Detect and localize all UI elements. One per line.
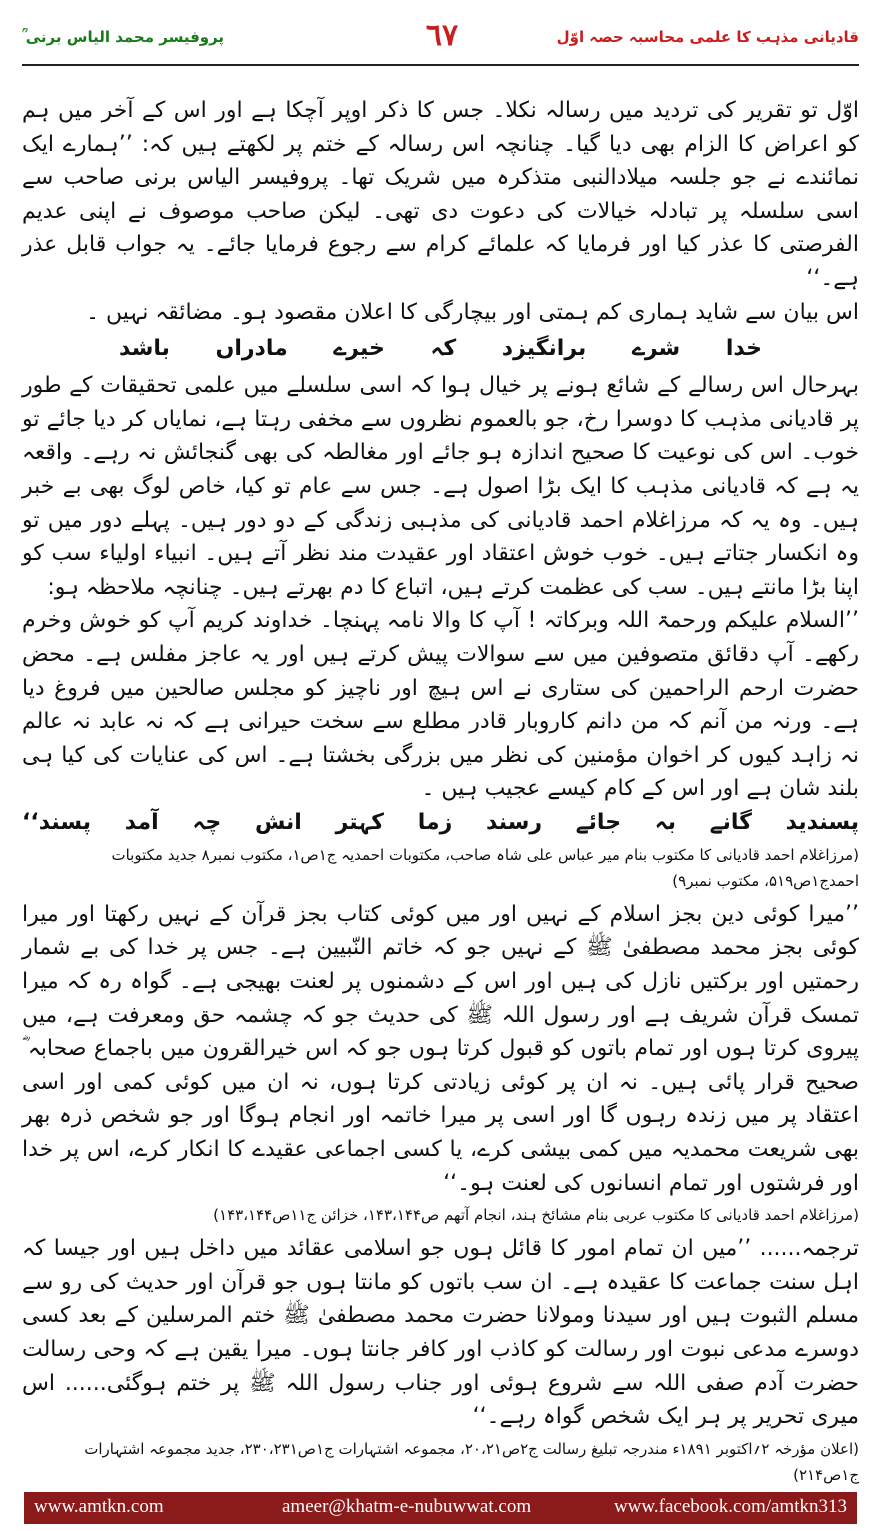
facebook-link[interactable]: www.facebook.com/amtkn313	[613, 1496, 847, 1517]
website-link[interactable]: www.amtkn.com	[34, 1496, 164, 1517]
page-number: ٦٧	[425, 18, 459, 53]
author-name: پروفیسر محمد الیاس برنی ؒ	[22, 28, 225, 46]
page-header	[22, 18, 859, 66]
book-title: قادیانی مذہب کا علمی محاسبہ حصہ اوّل	[556, 28, 859, 46]
quotation-2: ’’میرا کوئی دین بجز اسلام کے نہیں اور میں کوئی کتاب بجز قرآن کے نہیں رکھتا اور میرا کوئی بجز محمد مصطفیٰ ﷺ کے نہیں جو کہ خاتم النّبیین ہے۔ جس پر خدا کی بے شمار رحمتیں اور برکتیں نازل کی ہیں اور اس کے دشمنوں پر لعنت بھیجی ہے۔ گواہ رہ کہ میرا تمسک قرآن شریف ہے اور رسول اللہ ﷺ کی حدیث جو کہ چشمہ حق ومعرفت ہے، میں پیروی کرتا ہوں اور تمام باتوں کو قبول کرتا ہوں جو کہ اس خیرالقرون میں باجماع صحابہ ؓ صحیح قرار پائی ہیں۔ نہ ان پر کوئی زیادتی کرتا ہوں، نہ ان میں کوئی کمی اور اسی اعتقاد پر میں زندہ رہوں گا اور اسی پر میرا خاتمہ اور انجام ہوگا اور جو شخص ذرہ بھر بھی شریعت محمدیہ میں کمی بیشی کرے، یا کسی اجماعی عقیدے کا انکار کرے، اس پر خدا اور فرشتوں اور تمام انسانوں کی لعنت ہو۔‘‘	[22, 901, 859, 1196]
paragraph-1: اوّل تو تقریر کی تردید میں رسالہ نکلا۔ جس کا ذکر اوپر آچکا ہے اور اس کے آخر میں ہم کو اعراض کا الزام بھی دیا گیا۔ چنانچہ اس رسالہ کے ختم پر لکھتے ہیں کہ: ’’ہمارے ایک نمائندے نے جو جلسہ میلادالنبی متذکرہ میں شریک تھا۔ پروفیسر الیاس برنی صاحب سے اسی سلسلہ پر تبادلہ خیالات کی دعوت دی تھی۔ لیکن صاحب موصوف نے اپنی عدیم الفرصتی کا عذر کیا اور فرمایا کہ علمائے کرام سے رجوع فرمایا جائے۔ یہ جواب قابل عذر ہے۔‘‘	[22, 98, 859, 291]
paragraph-4: ترجمہ...... ’’میں ان تمام امور کا قائل ہوں جو اسلامی عقائد میں داخل ہیں اور جیسا کہ اہل سنت جماعت کا عقیدہ ہے۔ ان سب باتوں کو مانتا ہوں جو قرآن اور حدیث کی رو سے مسلم الثبوت ہیں اور سیدنا ومولانا حضرت محمد مصطفیٰ ﷺ ختم المرسلین کے بعد کسی دوسرے مدعی نبوت اور رسالت کو کاذب اور کافر جانتا ہوں۔ میرا یقین ہے کہ وحی رسالت حضرت آدم صفی اللہ سے شروع ہوئی اور جناب رسول اللہ ﷺ پر ختم ہوگئی...... اس میری تحریر پر ہر ایک شخص گواہ رہے۔‘‘	[22, 1236, 859, 1430]
header-divider	[22, 64, 859, 66]
citation-1: (مرزاغلام احمد قادیانی کا مکتوب بنام میر عباس علی شاہ صاحب، مکتوبات احمدیہ ج۱ص۱، مکتوب نمبر۸ جدید مکتوبات احمدج۱ص۵۱۹، مکتوب نمبر۹)	[111, 845, 859, 890]
email-link[interactable]: ameer@khatm-e-nubuwwat.com	[282, 1496, 532, 1517]
page-body	[22, 94, 859, 1494]
persian-verse-1: خدا شرے برانگیزد کہ خیرے مادراں باشد	[119, 336, 762, 362]
citation-2: (مرزاغلام احمد قادیانی کا مکتوب عربی بنام مشائخ ہند، انجام آتھم ص۱۴۳،۱۴۴، خزائن ج۱۱ص۱۴۳،۱۴۴)	[213, 1206, 859, 1225]
paragraph-3: بہرحال اس رسالے کے شائع ہونے پر خیال ہوا کہ اسی سلسلے میں علمی تحقیقات کے طور پر قادیانی مذہب کا دوسرا رخ، جو بالعموم نظروں سے مخفی رہتا ہے، نمایاں کر دیا جائے تو خوب۔ اس کی نوعیت کا صحیح اندازہ ہو جائے اور مغالطہ کی بھی گنجائش نہ رہے۔ واقعہ یہ ہے کہ قادیانی مذہب کا ایک بڑا اصول ہے۔ جس سے عام تو کیا، خاص لوگ بھی بے خبر ہیں۔ وہ یہ کہ مرزاغلام احمد قادیانی کی مذہبی زندگی کے دو دور ہیں۔ پہلے دور میں تو وہ انکسار جتاتے ہیں۔ خوب خوش اعتقاد اور عقیدت مند نظر آتے ہیں۔ انبیاء اولیاء سب کو اپنا بڑا مانتے ہیں۔ سب کی عظمت کرتے ہیں، اتباع کا دم بھرتے ہیں۔ چنانچہ ملاحظہ ہو:	[22, 373, 859, 600]
paragraph-2: اس بیان سے شاید ہماری کم ہمتی اور بیچارگی کا اعلان مقصود ہو۔ مضائقہ نہیں ۔	[86, 299, 859, 325]
persian-verse-2: پسندید گانے بہ جائے رسند زما کہتر انش چہ آمد پسند‘‘	[22, 809, 859, 835]
page-footer	[24, 1492, 857, 1524]
citation-3: (اعلان مؤرخہ ۲؍اکتوبر ۱۸۹۱ء مندرجہ تبلیغ رسالت ج۲ص۲۰،۲۱، مجموعہ اشتہارات ج۱ص۲۳۰،۲۳۱، جدید مجموعہ اشتہارات ج۱ص۲۱۴)	[84, 1439, 859, 1484]
quotation-1: ’’السلام علیکم ورحمۃ اللہ وبرکاتہ ! آپ کا والا نامہ پہنچا۔ خداوند کریم آپ کو خوش وخرم رکھے۔ آپ دقائق متصوفین میں سے سوالات پیش کرتے ہیں اور یہ عاجز مفلس ہے۔ محض حضرت ارحم الراحمین کی ستاری نے اس ہیچ اور ناچیز کو مجلس صالحین میں فروغ دیا ہے۔ ورنہ من آنم کہ من دانم کاروبار قادر مطلع سے سخت حیرانی ہے کہ نہ عابد نہ عالم نہ زاہد کیوں کر اخوان مؤمنین کی نظر میں بزرگی بخشتا ہے۔ اس کی عنایات کی کیا ہی بلند شان ہے اور اس کے کام کیسے عجیب ہیں ۔	[22, 608, 859, 802]
